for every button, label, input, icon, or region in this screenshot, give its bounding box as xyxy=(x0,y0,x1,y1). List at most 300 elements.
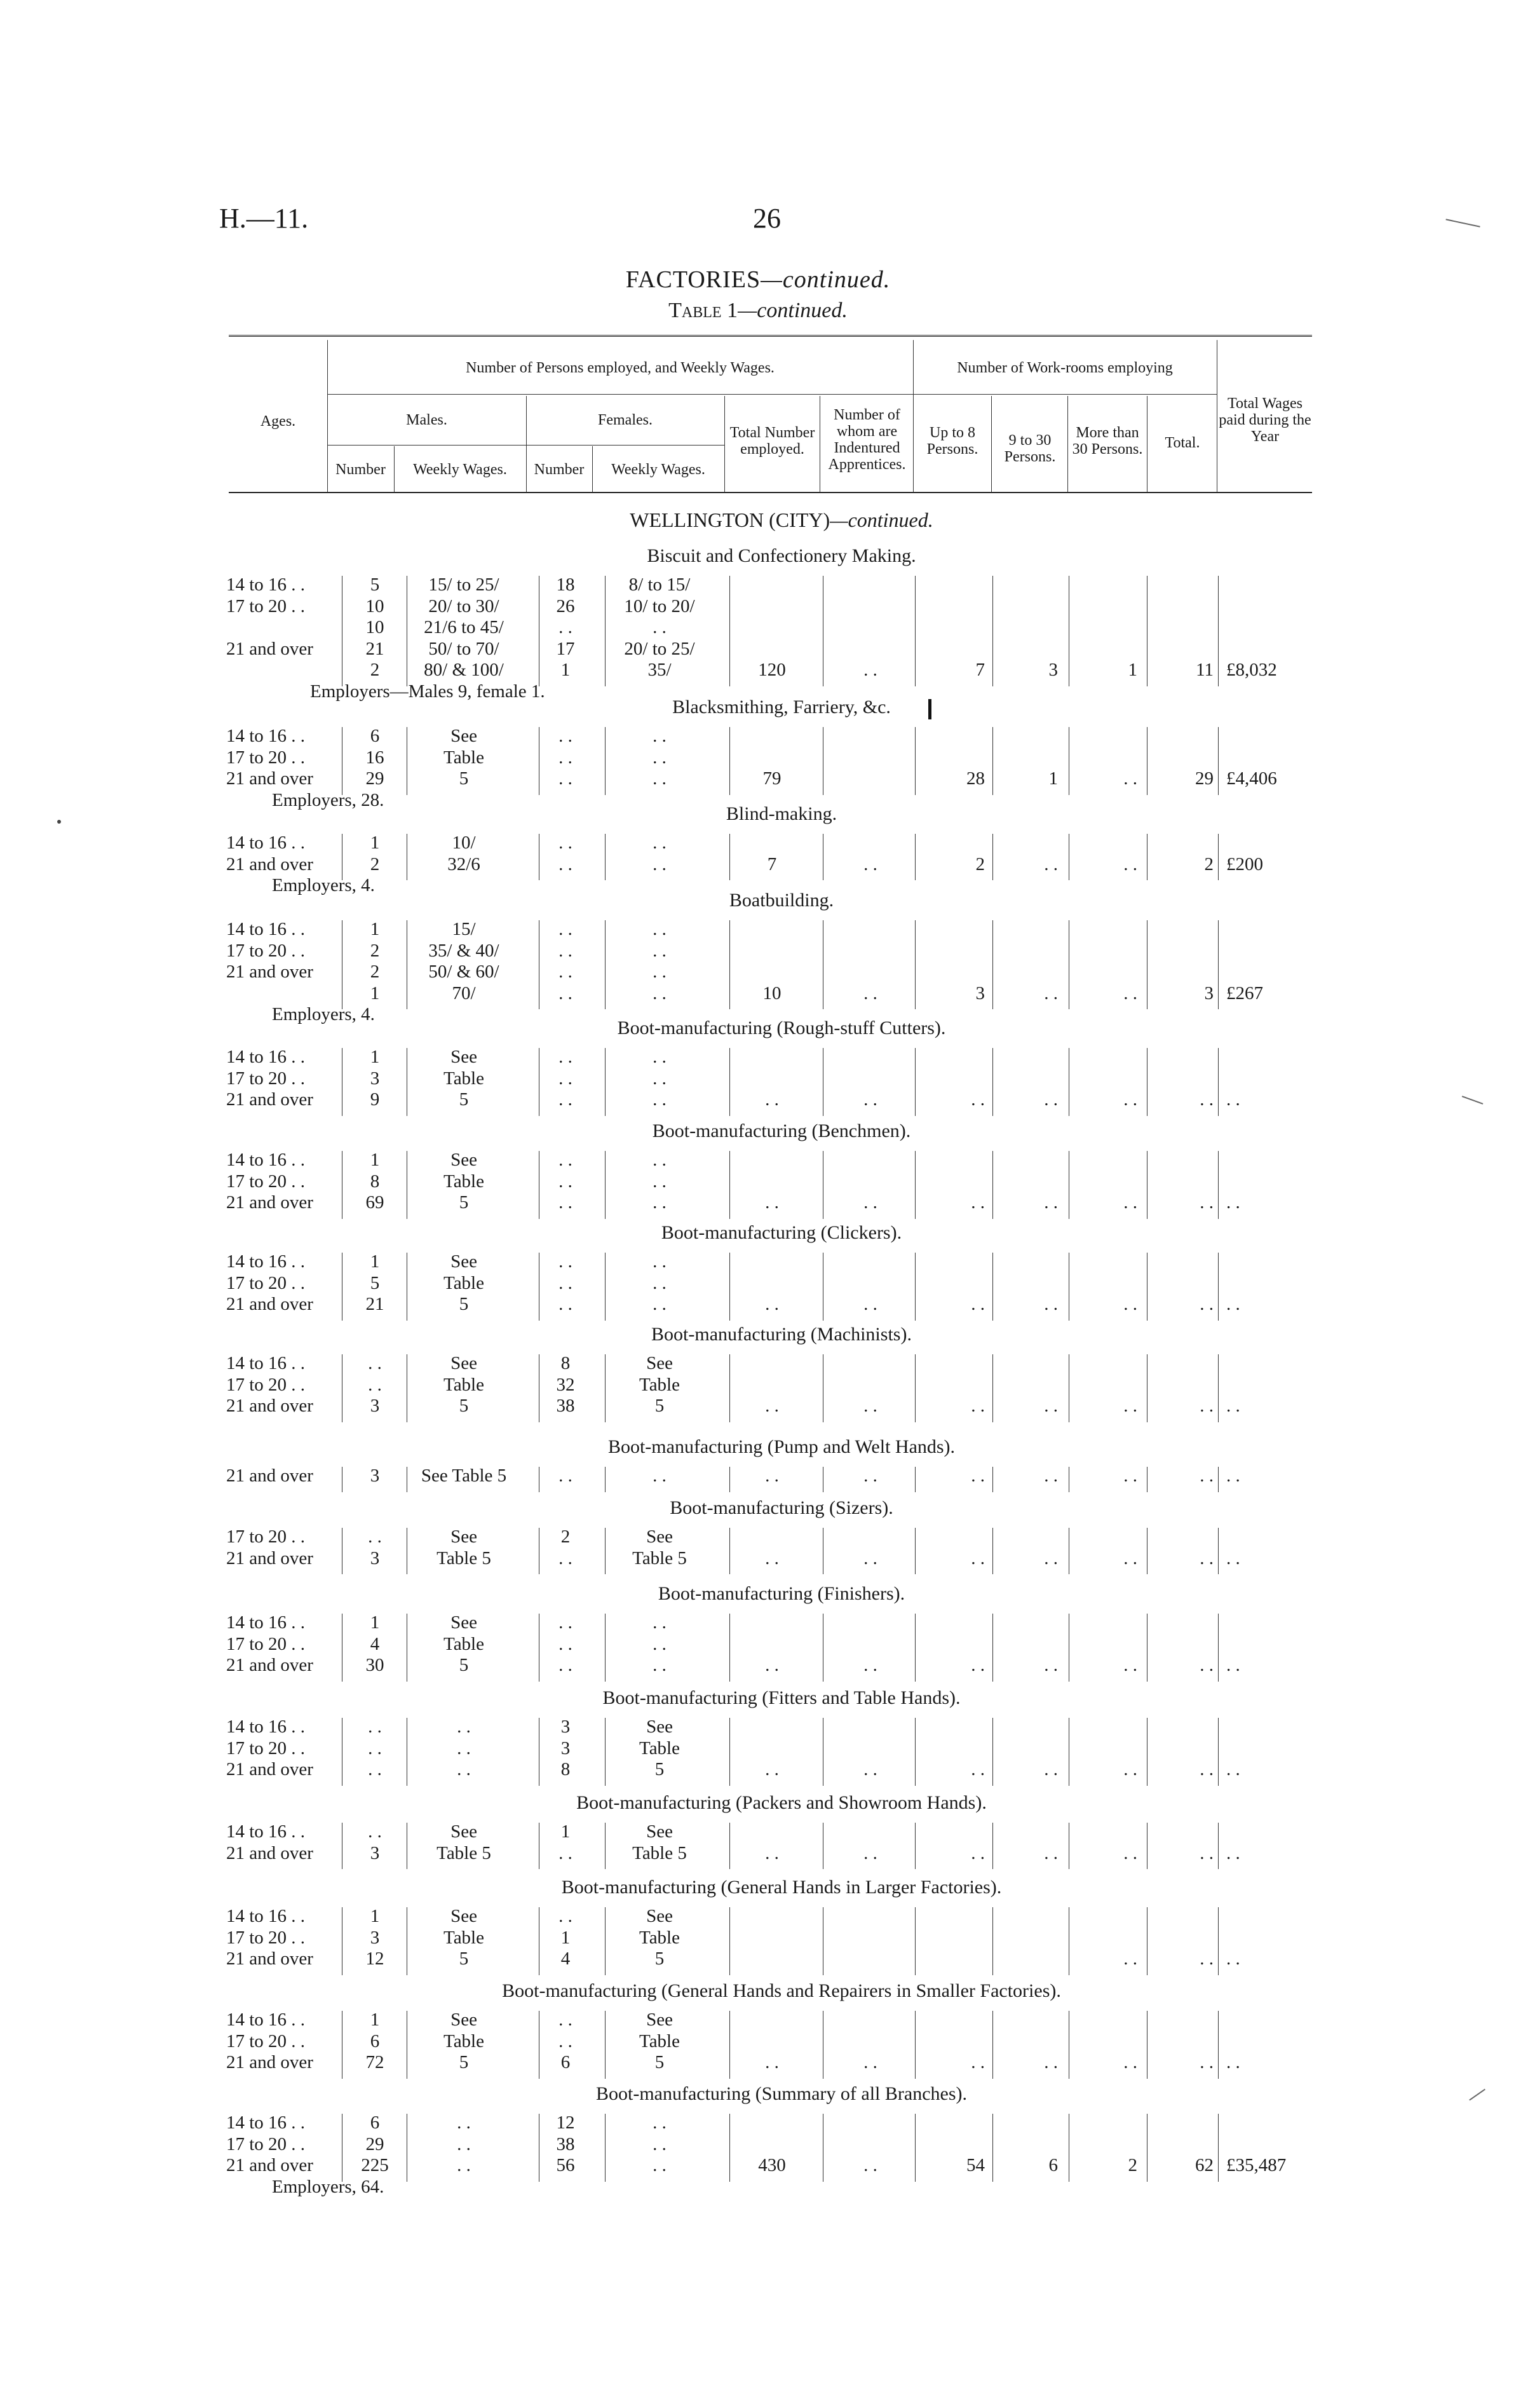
caption-title: FACTORIES xyxy=(625,266,761,293)
cell-mn: 10 xyxy=(365,617,384,637)
table-row xyxy=(0,919,1516,941)
cell-tot: 79 xyxy=(762,768,782,789)
column-rule xyxy=(915,1151,916,1219)
cell-mn: 3 xyxy=(370,1396,380,1416)
section-heading: Blacksmithing, Farriery, &c. xyxy=(672,697,891,718)
cell-fw: . . xyxy=(653,726,667,746)
table-row xyxy=(0,2031,1516,2053)
cell-mw: See xyxy=(450,1150,477,1170)
cell-mw: 5 xyxy=(459,1192,469,1213)
cell-mw: 10/ xyxy=(452,833,476,853)
cell-fn: . . xyxy=(558,2030,572,2051)
cell-tot: . . xyxy=(765,1759,779,1779)
cell-wt: 3 xyxy=(1204,983,1214,1003)
column-rule xyxy=(915,1048,916,1116)
cell-mw: 50/ & 60/ xyxy=(428,962,499,982)
cell-mn: 5 xyxy=(370,1272,380,1293)
cell-fn: . . xyxy=(558,1294,572,1314)
cell-mw: See xyxy=(450,1251,477,1272)
cell-age: 21 and over xyxy=(226,2155,313,2175)
cell-fn: 1 xyxy=(560,1927,571,1948)
cell-fw: See xyxy=(646,1353,673,1373)
header-male-number: Number xyxy=(335,461,386,478)
cell-wt: . . xyxy=(1200,1548,1214,1568)
table-row xyxy=(0,941,1516,962)
column-rule xyxy=(729,1614,730,1682)
column-rule xyxy=(605,1718,606,1786)
cell-mw: 5 xyxy=(459,1396,469,1416)
cell-age: 14 to 16 . . xyxy=(226,1821,306,1842)
cell-app: . . xyxy=(863,1396,877,1416)
cell-age: 14 to 16 . . xyxy=(226,1717,306,1737)
column-rule xyxy=(992,1718,993,1786)
cell-n930: . . xyxy=(1044,1294,1058,1314)
cell-mw: . . xyxy=(457,1717,471,1737)
table-row xyxy=(0,1821,1516,1843)
cell-up8: 54 xyxy=(966,2155,985,2175)
cell-mn: . . xyxy=(368,1353,382,1373)
cell-up8: . . xyxy=(971,1466,985,1486)
column-rule xyxy=(729,1151,730,1219)
cell-wages: . . xyxy=(1226,1759,1240,1779)
section-heading: Boot-manufacturing (Finishers). xyxy=(658,1583,905,1604)
cell-tot: . . xyxy=(765,1466,779,1486)
cell-mn: 16 xyxy=(365,747,384,768)
table-row xyxy=(0,1738,1516,1760)
cell-age: 14 to 16 . . xyxy=(226,1150,306,1170)
header-top-rule xyxy=(229,335,1312,339)
cell-fn: 56 xyxy=(556,2155,575,2175)
table-row xyxy=(0,575,1516,596)
cell-fw: 20/ to 25/ xyxy=(624,638,695,659)
cell-fw: 5 xyxy=(654,2052,665,2072)
cell-app: . . xyxy=(863,1548,877,1568)
column-rule xyxy=(729,1253,730,1321)
cell-tot: 7 xyxy=(767,854,777,874)
cell-fw: See xyxy=(646,1717,673,1737)
column-rule xyxy=(605,2114,606,2182)
cell-app: . . xyxy=(863,854,877,874)
cell-gt30: . . xyxy=(1123,1548,1137,1568)
cell-up8: . . xyxy=(971,1294,985,1314)
cell-mn: . . xyxy=(368,1759,382,1779)
cell-age: 17 to 20 . . xyxy=(226,1927,306,1948)
cell-mn: 1 xyxy=(370,833,380,853)
cell-gt30: . . xyxy=(1123,1192,1137,1213)
cell-mn: 1 xyxy=(370,983,380,1003)
cell-mn: 3 xyxy=(370,1842,380,1863)
cell-age: 21 and over xyxy=(226,962,313,982)
cell-app: . . xyxy=(863,2155,877,2175)
cell-mn: . . xyxy=(368,1821,382,1842)
cell-tot: . . xyxy=(765,1089,779,1110)
cell-up8: . . xyxy=(971,1089,985,1110)
cell-wt: 29 xyxy=(1195,768,1214,789)
column-rule xyxy=(729,1467,730,1492)
column-rule xyxy=(992,1151,993,1219)
header-female-wages: Weekly Wages. xyxy=(611,461,705,478)
column-rule xyxy=(729,1718,730,1786)
header-indentured: Number of whom are Indentured Apprentices. xyxy=(828,407,906,473)
table-row xyxy=(0,983,1516,1005)
column-rule xyxy=(1218,1614,1219,1682)
table-row xyxy=(0,854,1516,876)
section-heading: Boot-manufacturing (Summary of all Branches). xyxy=(595,2083,967,2104)
margin-scratch xyxy=(1469,2089,1486,2101)
column-rule xyxy=(915,920,916,1009)
cell-tot: 10 xyxy=(762,983,782,1003)
cell-fw: . . xyxy=(653,962,667,982)
header-9-to-30: 9 to 30 Persons. xyxy=(1004,432,1056,465)
table-row xyxy=(0,833,1516,854)
cell-mw: Table xyxy=(443,1374,484,1395)
section-heading: Boot-manufacturing (Machinists). xyxy=(651,1324,912,1345)
table-row xyxy=(0,1251,1516,1273)
cell-fw: See xyxy=(646,2010,673,2030)
city-name: WELLINGTON (CITY) xyxy=(630,508,830,531)
cell-mn: 2 xyxy=(370,660,380,680)
column-rule xyxy=(1218,834,1219,880)
cell-fw: See xyxy=(646,1906,673,1926)
cell-wt: 62 xyxy=(1195,2155,1214,2175)
cell-fn: . . xyxy=(558,1150,572,1170)
cell-up8: . . xyxy=(971,2052,985,2072)
cell-n930: . . xyxy=(1044,1655,1058,1675)
cell-age: 14 to 16 . . xyxy=(226,1612,306,1633)
cell-mw: See xyxy=(450,2010,477,2030)
column-rule xyxy=(915,727,916,795)
cell-mw: Table xyxy=(443,1272,484,1293)
cell-age: 21 and over xyxy=(226,1089,313,1110)
cell-mn: 4 xyxy=(370,1633,380,1654)
cell-fw: . . xyxy=(653,1192,667,1213)
table-caption-sub xyxy=(0,299,1516,323)
cell-wages: . . xyxy=(1226,1949,1240,1969)
cell-mw: Table 5 xyxy=(437,1842,491,1863)
cell-gt30: . . xyxy=(1123,1396,1137,1416)
cell-fw: Table xyxy=(639,1927,680,1948)
column-rule xyxy=(605,834,606,880)
cell-up8: 3 xyxy=(975,983,985,1003)
cell-app: . . xyxy=(863,1089,877,1110)
cell-mn: 5 xyxy=(370,575,380,595)
cell-fw: . . xyxy=(653,768,667,789)
table-row xyxy=(0,1527,1516,1548)
cell-fw: . . xyxy=(653,617,667,637)
cell-fw: 10/ to 20/ xyxy=(624,595,695,616)
cell-fn: . . xyxy=(558,1089,572,1110)
column-rule xyxy=(992,576,993,686)
cell-age: 17 to 20 . . xyxy=(226,1738,306,1758)
cell-mn: 2 xyxy=(370,962,380,982)
cell-fn: . . xyxy=(558,747,572,768)
cell-wt: . . xyxy=(1200,1466,1214,1486)
cell-fw: See xyxy=(646,1527,673,1547)
cell-app: . . xyxy=(863,1759,877,1779)
cell-age: 14 to 16 . . xyxy=(226,2112,306,2133)
cell-age: 21 and over xyxy=(226,638,313,659)
column-rule xyxy=(605,2011,606,2079)
cell-age: 21 and over xyxy=(226,1396,313,1416)
cell-fw: See xyxy=(646,1821,673,1842)
column-rule xyxy=(1218,1718,1219,1786)
cell-mw: Table xyxy=(443,1068,484,1089)
cell-mn: 30 xyxy=(365,1655,384,1675)
cell-age: 17 to 20 . . xyxy=(226,2133,306,2154)
cell-mw: 15/ to 25/ xyxy=(428,575,499,595)
cell-fn: . . xyxy=(558,1047,572,1067)
cell-mn: 3 xyxy=(370,1466,380,1486)
cell-fn: . . xyxy=(558,1655,572,1675)
table-row xyxy=(0,1717,1516,1738)
cell-fw: . . xyxy=(653,2112,667,2133)
margin-speck xyxy=(57,820,61,824)
page-reference: H.—11. xyxy=(219,203,309,234)
cell-wages: . . xyxy=(1226,1655,1240,1675)
cell-wages: £4,406 xyxy=(1226,768,1277,789)
cell-wt: . . xyxy=(1200,1192,1214,1213)
cell-wages: . . xyxy=(1226,1466,1240,1486)
cell-gt30: . . xyxy=(1123,854,1137,874)
cell-fn: . . xyxy=(558,1633,572,1654)
cell-fw: . . xyxy=(653,854,667,874)
cell-mn: 6 xyxy=(370,2112,380,2133)
cell-age: 17 to 20 . . xyxy=(226,1171,306,1192)
section-heading: Boot-manufacturing (Benchmen). xyxy=(652,1120,911,1141)
cell-fn: . . xyxy=(558,2010,572,2030)
cell-n930: . . xyxy=(1044,1396,1058,1416)
column-rule xyxy=(992,1048,993,1116)
table-row xyxy=(0,1843,1516,1865)
cell-wages: £200 xyxy=(1226,854,1263,874)
cell-age: 17 to 20 . . xyxy=(226,1068,306,1089)
cell-age: 14 to 16 . . xyxy=(226,919,306,939)
cell-mn: 10 xyxy=(365,595,384,616)
cell-n930: 3 xyxy=(1048,660,1058,680)
cell-mw: 21/6 to 45/ xyxy=(424,617,504,637)
cell-age: 21 and over xyxy=(226,1842,313,1863)
column-rule xyxy=(1218,1907,1219,1975)
cell-app: . . xyxy=(863,1466,877,1486)
cell-age: 21 and over xyxy=(226,854,313,874)
column-rule xyxy=(1218,1467,1219,1492)
cell-mn: 21 xyxy=(365,638,384,659)
cell-fn: . . xyxy=(558,1192,572,1213)
cell-mw: 5 xyxy=(459,1655,469,1675)
header-male-wages: Weekly Wages. xyxy=(413,461,507,478)
cell-mw: . . xyxy=(457,2155,471,2175)
cell-age: 17 to 20 . . xyxy=(226,1527,306,1547)
cell-mw: See xyxy=(450,1527,477,1547)
cell-wt: . . xyxy=(1200,1294,1214,1314)
cell-gt30: . . xyxy=(1123,1089,1137,1110)
section-heading: Boot-manufacturing (Rough-stuff Cutters). xyxy=(617,1017,946,1038)
table-row xyxy=(0,1906,1516,1928)
header-divider xyxy=(724,396,725,493)
header-total-wages: Total Wages paid during the Year xyxy=(1219,395,1311,445)
table-row xyxy=(0,768,1516,790)
section-heading: Blind-making. xyxy=(726,803,837,824)
column-rule xyxy=(915,1614,916,1682)
cell-wt: . . xyxy=(1200,1396,1214,1416)
column-rule xyxy=(1218,1048,1219,1116)
cell-mn: 6 xyxy=(370,726,380,746)
cell-tot: 430 xyxy=(758,2155,786,2175)
cell-fn: . . xyxy=(558,1251,572,1272)
cell-wages: £267 xyxy=(1226,983,1263,1003)
cell-fw: . . xyxy=(653,1047,667,1067)
header-divider xyxy=(327,445,724,446)
column-rule xyxy=(1218,2011,1219,2079)
cell-up8: . . xyxy=(971,1396,985,1416)
table-row xyxy=(0,1396,1516,1417)
cell-mn: 1 xyxy=(370,1047,380,1067)
employers-note: Employers, 4. xyxy=(272,875,375,895)
column-rule xyxy=(1218,1528,1219,1574)
cell-mn: 1 xyxy=(370,1906,380,1926)
table-row xyxy=(0,1612,1516,1634)
column-rule xyxy=(1218,1151,1219,1219)
cell-mw: 80/ & 100/ xyxy=(424,660,504,680)
section-heading: Boot-manufacturing (Fitters and Table Hands). xyxy=(602,1687,961,1708)
cell-mw: Table xyxy=(443,2030,484,2051)
header-divider xyxy=(991,396,992,493)
cell-age: 21 and over xyxy=(226,1759,313,1779)
cell-wt: . . xyxy=(1200,2052,1214,2072)
cell-fn: . . xyxy=(558,940,572,961)
header-ages: Ages. xyxy=(260,413,296,430)
cell-mn: . . xyxy=(368,1374,382,1395)
cell-fw: . . xyxy=(653,1633,667,1654)
table-row xyxy=(0,2052,1516,2074)
cell-fn: . . xyxy=(558,962,572,982)
column-rule xyxy=(729,920,730,1009)
employers-note: Employers, 28. xyxy=(272,789,384,810)
table-row xyxy=(0,2112,1516,2134)
cell-fn: . . xyxy=(558,1068,572,1089)
cell-fn: 4 xyxy=(560,1949,571,1969)
cell-mn: 29 xyxy=(365,2133,384,2154)
cell-fn: . . xyxy=(558,983,572,1003)
table-row xyxy=(0,1353,1516,1375)
cell-age: 14 to 16 . . xyxy=(226,2010,306,2030)
column-rule xyxy=(992,1354,993,1422)
cell-mn: 8 xyxy=(370,1171,380,1192)
cell-n930: 6 xyxy=(1048,2155,1058,2175)
header-workrooms-group: Number of Work-rooms employing xyxy=(957,360,1173,376)
cell-gt30: . . xyxy=(1123,1294,1137,1314)
header-divider xyxy=(526,396,527,493)
column-rule xyxy=(605,1253,606,1321)
cell-age: 17 to 20 . . xyxy=(226,940,306,961)
table-row xyxy=(0,747,1516,769)
cell-age: 17 to 20 . . xyxy=(226,747,306,768)
cell-gt30: . . xyxy=(1123,2052,1137,2072)
column-rule xyxy=(605,1528,606,1574)
column-rule xyxy=(1218,920,1219,1009)
section-heading: Boot-manufacturing (Pump and Welt Hands). xyxy=(607,1436,956,1457)
table-row xyxy=(0,1466,1516,1487)
cell-mw: Table 5 xyxy=(437,1548,491,1568)
cell-tot: . . xyxy=(765,1842,779,1863)
cell-fw: . . xyxy=(653,1655,667,1675)
cell-up8: 2 xyxy=(975,854,985,874)
cell-n930: 1 xyxy=(1048,768,1058,789)
cell-mw: . . xyxy=(457,2112,471,2133)
cell-age: 21 and over xyxy=(226,1192,313,1213)
header-female-number: Number xyxy=(534,461,585,478)
cell-fn: . . xyxy=(558,919,572,939)
cell-fn: . . xyxy=(558,1906,572,1926)
cell-app: . . xyxy=(863,1655,877,1675)
section-heading: Boot-manufacturing (General Hands and Repairers in Smaller Factories). xyxy=(502,1980,1061,2001)
page-number: 26 xyxy=(753,203,781,234)
cell-mw: See xyxy=(450,1353,477,1373)
column-rule xyxy=(729,1048,730,1116)
table-row xyxy=(0,596,1516,618)
cell-mn: . . xyxy=(368,1527,382,1547)
cell-gt30: . . xyxy=(1123,1842,1137,1863)
column-rule xyxy=(605,920,606,1009)
cell-age: 17 to 20 . . xyxy=(226,1374,306,1395)
cell-fw: . . xyxy=(653,1294,667,1314)
cell-mw: Table xyxy=(443,747,484,768)
column-rule xyxy=(915,1354,916,1422)
header-females: Females. xyxy=(598,412,653,428)
column-rule xyxy=(915,834,916,880)
cell-mn: 3 xyxy=(370,1548,380,1568)
cell-wt: . . xyxy=(1200,1655,1214,1675)
cell-fw: Table 5 xyxy=(632,1842,687,1863)
cell-fw: . . xyxy=(653,1068,667,1089)
cell-n930: . . xyxy=(1044,1089,1058,1110)
cell-fw: . . xyxy=(653,1089,667,1110)
cell-wages: . . xyxy=(1226,1396,1240,1416)
cell-mn: 3 xyxy=(370,1927,380,1948)
caption-table: Table 1 xyxy=(668,299,738,322)
cell-mn: 69 xyxy=(365,1192,384,1213)
cell-mn: 2 xyxy=(370,940,380,961)
cell-fw: . . xyxy=(653,747,667,768)
table-row xyxy=(0,639,1516,660)
cell-fw: Table xyxy=(639,1738,680,1758)
cell-age: 14 to 16 . . xyxy=(226,726,306,746)
cell-mw: 5 xyxy=(459,768,469,789)
table-row xyxy=(0,1273,1516,1295)
cell-fn: . . xyxy=(558,1842,572,1863)
cell-age: 17 to 20 . . xyxy=(226,1272,306,1293)
cell-age: 14 to 16 . . xyxy=(226,1251,306,1272)
cell-wt: 2 xyxy=(1204,854,1214,874)
column-rule xyxy=(605,1048,606,1116)
cell-mn: 6 xyxy=(370,2030,380,2051)
cell-mn: 3 xyxy=(370,1068,380,1089)
cell-mw: . . xyxy=(457,2133,471,2154)
column-rule xyxy=(729,2011,730,2079)
cell-mw: 5 xyxy=(459,2052,469,2072)
column-rule xyxy=(605,1354,606,1422)
column-rule xyxy=(729,1907,730,1975)
cell-wages: . . xyxy=(1226,1294,1240,1314)
cell-n930: . . xyxy=(1044,1192,1058,1213)
cell-tot: . . xyxy=(765,1192,779,1213)
cell-age: 14 to 16 . . xyxy=(226,1047,306,1067)
cell-tot: 120 xyxy=(758,660,786,680)
cell-fw: . . xyxy=(653,2133,667,2154)
column-rule xyxy=(915,1907,916,1975)
employers-note: Employers, 4. xyxy=(272,1004,375,1024)
column-rule xyxy=(605,1151,606,1219)
